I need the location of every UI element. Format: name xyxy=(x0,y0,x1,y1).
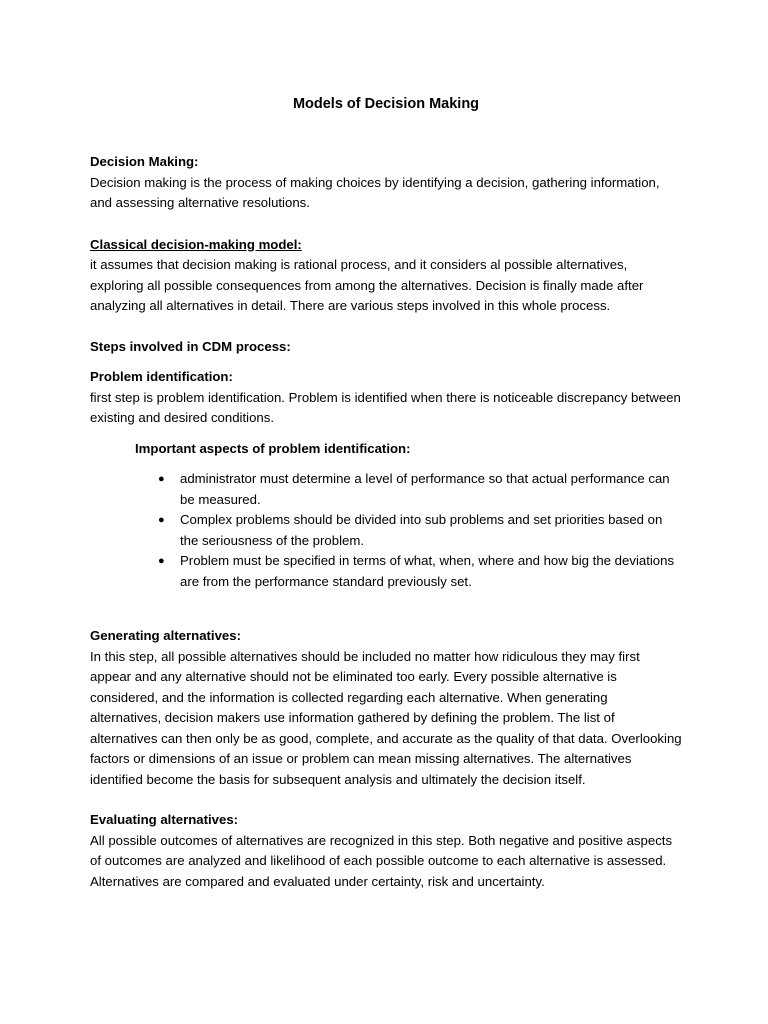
section-body: it assumes that decision making is rational process, and it considers al possible alternatives, exploring all possible consequences from among the alternatives. Decision is finally made after analyzing all alternatives in detail. There are various steps involved in this whole process. xyxy=(90,257,644,313)
list-item-text: Complex problems should be divided into sub problems and set priorities based on the seriousness of the problem. xyxy=(180,512,663,548)
list-item xyxy=(158,551,682,592)
section-body: In this step, all possible alternatives should be included no matter how ridiculous they may first appear and any alternative should not be eliminated too early. Every possible alternative is considered, and the information is collected regarding each alternative. When generating alternatives, decision makers use information gathered by defining the problem. The list of alternatives can then only be as good, complete, and accurate as the quality of that data. Overlooking factors or dimensions of an issue or problem can mean missing alternatives. The alternatives identified become the basis for subsequent analysis and ultimately the decision itself. xyxy=(90,648,682,787)
subsection-heading: Important aspects of problem identification: xyxy=(135,440,411,456)
list-item-text: Problem must be specified in terms of what, when, where and how big the deviations are from the performance standard previously set. xyxy=(180,553,675,589)
section-generating-alternatives xyxy=(90,626,682,790)
section-heading: Problem identification: xyxy=(90,369,233,384)
list-item xyxy=(158,510,682,551)
section-heading: Evaluating alternatives: xyxy=(90,812,239,827)
section-body: first step is problem identification. Problem is identified when there is noticeable discrepancy between existing and desired conditions. xyxy=(90,389,681,425)
section-evaluating-alternatives xyxy=(90,810,682,892)
section-body: Decision making is the process of making choices by identifying a decision, gathering information, and assessing alternative resolutions. xyxy=(90,174,660,210)
bullet-icon: ● xyxy=(158,555,165,567)
list-item xyxy=(158,469,682,510)
section-heading: Generating alternatives: xyxy=(90,628,241,643)
section-heading: Classical decision-making model: xyxy=(90,236,302,252)
section-heading: Steps involved in CDM process: xyxy=(90,338,291,354)
document-title: Models of Decision Making xyxy=(292,96,480,112)
bullet-icon: ● xyxy=(158,514,165,526)
section-problem-identification xyxy=(90,367,682,592)
section-heading: Decision Making: xyxy=(90,154,199,169)
section-steps xyxy=(90,337,682,358)
list-item-text: administrator must determine a level of performance so that actual performance can be measured. xyxy=(180,471,670,507)
section-body: All possible outcomes of alternatives are recognized in this step. Both negative and positive aspects of outcomes are analyzed and likelihood of each possible outcome to each alternative is assessed. Alternatives are compared and evaluated under certainty, risk and uncertainty. xyxy=(90,832,673,889)
bullet-list xyxy=(90,469,682,592)
bullet-icon: ● xyxy=(158,473,165,485)
section-classical-model xyxy=(90,235,682,317)
section-decision-making xyxy=(90,152,682,214)
